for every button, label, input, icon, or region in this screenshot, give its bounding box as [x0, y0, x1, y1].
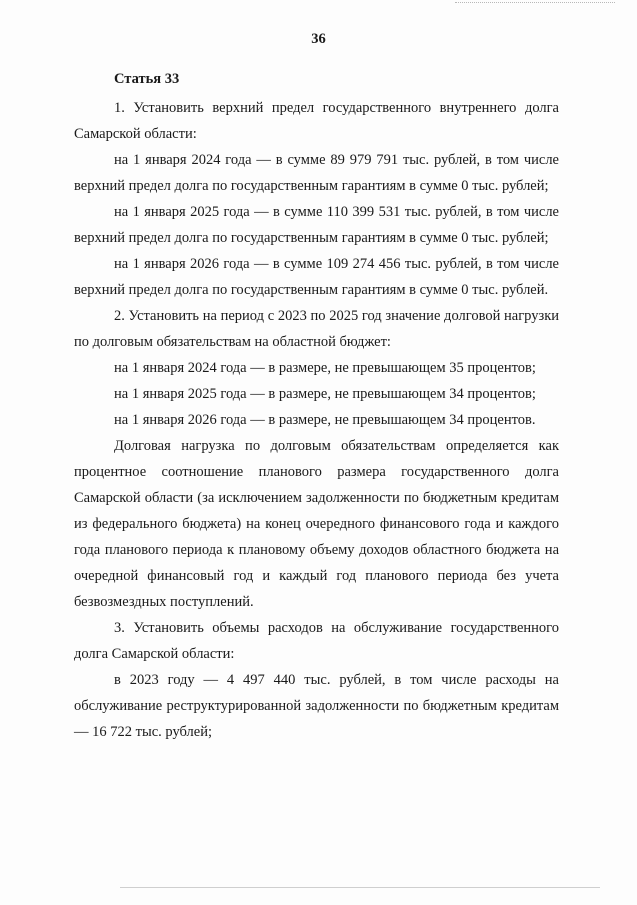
paragraph-debt-load-2025: на 1 января 2025 года — в размере, не превышающем 34 процентов;: [114, 386, 536, 402]
paragraph-debt-load-definition: Долговая нагрузка по долговым обязательствам определяется как процентное соотношение планового размера государственного долга Самарской области (за исключением задолженности по бюджетным кредитам из федерального бюджета) на конец очередного финансового года и каждого года планового периода к плановому объему доходов областного бюджета на очередной финансовый год и каждый год планового периода без учета безвозмездных поступлений.: [74, 438, 559, 610]
paragraph-service-expenses-2023: в 2023 году — 4 497 440 тыс. рублей, в том числе расходы на обслуживание реструктурированной задолженности по бюджетным кредитам — 16 722 тыс. рублей;: [74, 672, 559, 740]
paragraph-debt-limit-2024: на 1 января 2024 года — в сумме 89 979 791 тыс. рублей, в том числе верхний предел долга по государственным гарантиям в сумме 0 тыс. рублей;: [74, 152, 559, 194]
article-body: [74, 95, 559, 745]
paragraph-item-2-intro: 2. Установить на период с 2023 по 2025 год значение долговой нагрузки по долговым обязательствам на областной бюджет:: [74, 308, 559, 350]
paragraph-debt-limit-2025: на 1 января 2025 года — в сумме 110 399 531 тыс. рублей, в том числе верхний предел долга по государственным гарантиям в сумме 0 тыс. рублей;: [74, 204, 559, 246]
paragraph-debt-limit-2026: на 1 января 2026 года — в сумме 109 274 456 тыс. рублей, в том числе верхний предел долга по государственным гарантиям в сумме 0 тыс. рублей.: [74, 256, 559, 298]
scan-artifact-line-bottom: [120, 887, 600, 888]
page-number: 36: [311, 31, 326, 47]
paragraph-debt-load-2026: на 1 января 2026 года — в размере, не превышающем 34 процентов.: [114, 412, 536, 428]
paragraph-item-1-intro: 1. Установить верхний предел государственного внутреннего долга Самарской области:: [74, 100, 559, 142]
paragraph-item-3-intro: 3. Установить объемы расходов на обслуживание государственного долга Самарской области:: [74, 620, 559, 662]
scan-artifact-line: [455, 2, 615, 3]
paragraph-debt-load-2024: на 1 января 2024 года — в размере, не превышающем 35 процентов;: [114, 360, 536, 376]
article-title: Статья 33: [114, 71, 180, 87]
